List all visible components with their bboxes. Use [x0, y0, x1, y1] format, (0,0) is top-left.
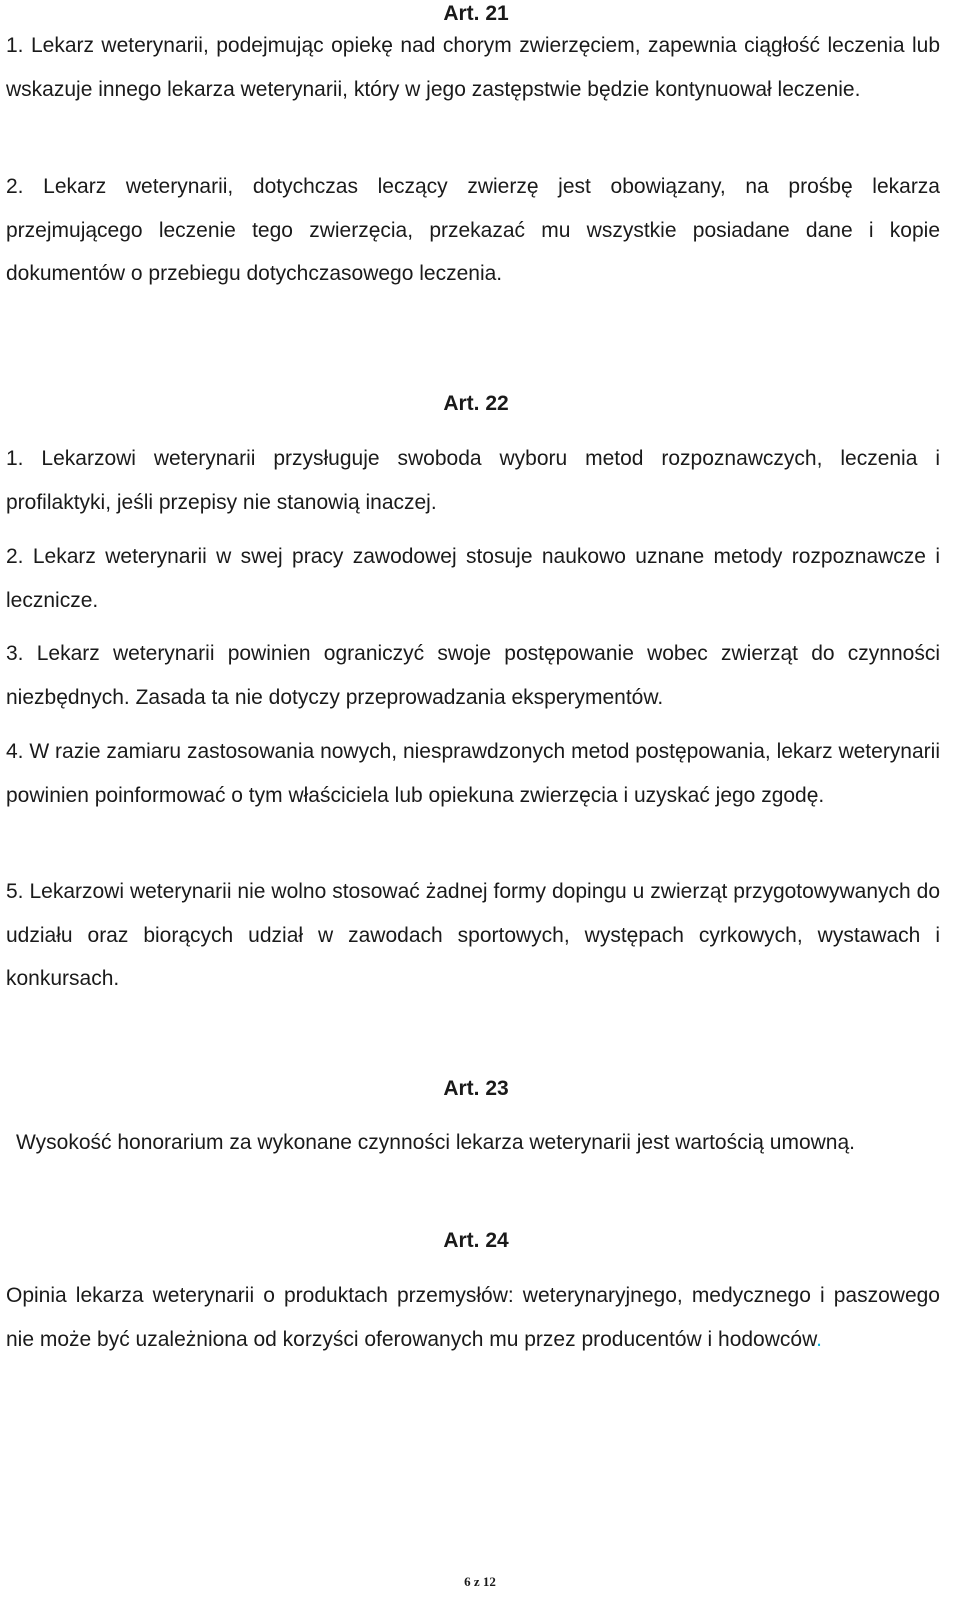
article-22-paragraph-1: 1. Lekarzowi weterynarii przysługuje swoboda wyboru metod rozpoznawczych, leczenia i profilaktyki, jeśli przepisy nie stanowią inaczej. — [6, 447, 940, 514]
article-21-paragraph-2: 2. Lekarz weterynarii, dotychczas leczący zwierzę jest obowiązany, na prośbę lekarza przejmującego leczenie tego zwierzęcia, przekazać mu wszystkie posiadane dane i kopie dokumentów o przebiegu dotychczasowego leczenia. — [6, 175, 940, 285]
article-24-heading: Art. 24 — [443, 1229, 509, 1252]
article-22-paragraph-5: 5. Lekarzowi weterynarii nie wolno stosować żadnej formy dopingu u zwierząt przygotowywanych do udziału oraz biorących udział w zawodach sportowych, występach cyrkowych, wystawach i konkursach. — [6, 880, 940, 990]
article-22-paragraph-3: 3. Lekarz weterynarii powinien ograniczyć swoje postępowanie wobec zwierząt do czynności niezbędnych. Zasada ta nie dotyczy przeprowadzania eksperymentów. — [6, 642, 940, 709]
article-22-heading: Art. 22 — [443, 392, 509, 415]
article-24-paragraph-1-text: Opinia lekarza weterynarii o produktach przemysłów: weterynaryjnego, medycznego i paszowego nie może być uzależniona od korzyści oferowanych mu przez producentów i hodowców — [6, 1284, 940, 1351]
article-24-paragraph-1-end: . — [816, 1328, 822, 1351]
article-21-heading: Art. 21 — [443, 2, 509, 25]
article-22-paragraph-4: 4. W razie zamiaru zastosowania nowych, niesprawdzonych metod postępowania, lekarz weterynarii powinien poinformować o tym właściciela lub opiekuna zwierzęcia i uzyskać jego zgodę. — [6, 740, 940, 807]
article-23-paragraph-1: Wysokość honorarium za wykonane czynności lekarza weterynarii jest wartością umowną. — [16, 1131, 855, 1154]
article-21-paragraph-1: 1. Lekarz weterynarii, podejmując opiekę nad chorym zwierzęciem, zapewnia ciągłość leczenia lub wskazuje innego lekarza weterynarii, który w jego zastępstwie będzie kontynuował leczenie. — [6, 34, 940, 101]
article-22-paragraph-2: 2. Lekarz weterynarii w swej pracy zawodowej stosuje naukowo uznane metody rozpoznawcze i lecznicze. — [6, 545, 940, 612]
page-number: 6 z 12 — [464, 1574, 496, 1589]
article-23-heading: Art. 23 — [443, 1077, 509, 1100]
article-24-paragraph-1 — [6, 1274, 940, 1362]
